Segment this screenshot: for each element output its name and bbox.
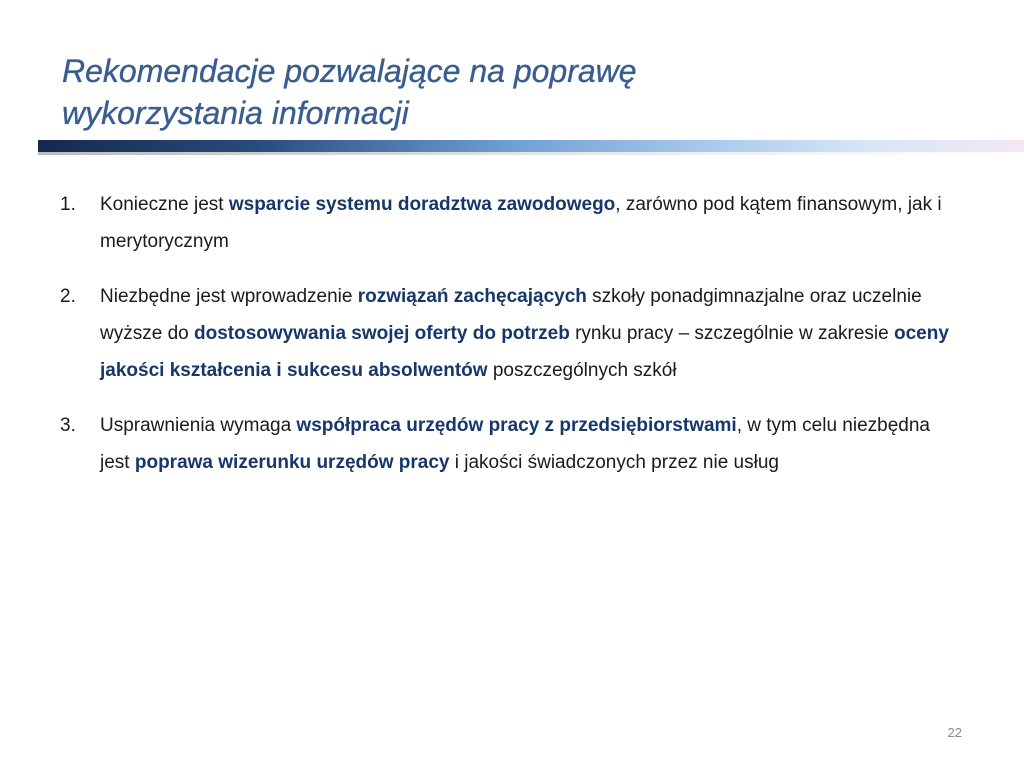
- item-highlight: oceny jakości kształcenia i sukcesu absolwentów: [100, 323, 949, 381]
- item-highlight: rozwiązań zachęcających: [357, 286, 587, 307]
- recommendation-item-1: [60, 186, 960, 260]
- title-line-1: Rekomendacje pozwalające na poprawę: [62, 53, 637, 89]
- item-text: , zarówno pod kątem finansowym, jak i merytorycznym: [100, 194, 942, 252]
- recommendation-item-3: [60, 407, 960, 481]
- item-text: Usprawnienia wymaga: [100, 415, 297, 436]
- item-number: 2.: [60, 286, 76, 307]
- recommendation-item-2: [60, 278, 960, 389]
- item-highlight: dostosowywania swojej oferty do potrzeb: [193, 323, 570, 344]
- item-text: , w tym celu niezbędna jest: [100, 415, 930, 473]
- title-divider-shadow: [38, 152, 1024, 155]
- item-text: poszczególnych szkół: [487, 360, 677, 381]
- item-text: Konieczne jest: [100, 194, 229, 215]
- item-highlight: współpraca urzędów pracy z przedsiębiorstwami: [296, 415, 737, 436]
- item-number: 1.: [60, 194, 76, 215]
- page-number: 22: [947, 725, 962, 740]
- item-text: Niezbędne jest wprowadzenie: [100, 286, 358, 307]
- item-text: rynku pracy – szczególnie w zakresie: [569, 323, 894, 344]
- item-highlight: wsparcie systemu doradztwa zawodowego: [228, 194, 616, 215]
- slide-title: [62, 50, 962, 134]
- item-text: szkoły ponadgimnazjalne oraz uczelnie wyższe do: [100, 286, 922, 344]
- title-divider: [38, 140, 1024, 152]
- item-text: i jakości świadczonych przez nie usług: [449, 452, 779, 473]
- recommendation-list: [60, 186, 960, 499]
- item-number: 3.: [60, 415, 76, 436]
- item-highlight: poprawa wizerunku urzędów pracy: [134, 452, 450, 473]
- title-line-2: wykorzystania informacji: [62, 95, 409, 131]
